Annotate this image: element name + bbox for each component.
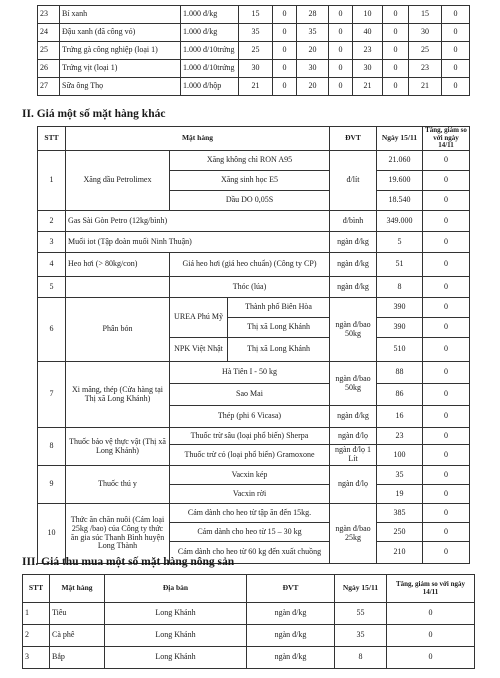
unit: ngàn đ/kg: [330, 253, 377, 277]
unit: ngàn đ/bao 50kg: [330, 298, 377, 362]
header-item: Mặt hàng: [66, 127, 330, 151]
cell-v2: 0: [273, 6, 297, 24]
cell-stt: 26: [38, 60, 60, 78]
price: 86: [377, 384, 423, 406]
sub-item: Thuốc trừ sâu (loại phổ biến) Sherpa: [170, 428, 330, 445]
price: 18.540: [377, 191, 423, 211]
cell-name: Đậu xanh (đã công vỏ): [60, 24, 181, 42]
table-row: [38, 298, 470, 318]
sub-item: Vacxin kép: [170, 466, 330, 485]
sub-item: Thành phố Biên Hòa: [228, 298, 330, 318]
item-name: Thuốc thú y: [66, 466, 170, 504]
item-name: Muối iot (Tập đoàn muối Ninh Thuận): [66, 232, 330, 253]
cell-name: Trứng vịt (loại 1): [60, 60, 181, 78]
change: 0: [423, 277, 470, 298]
stt: 9: [38, 466, 66, 504]
table-row: [23, 603, 475, 625]
item-name: Thức ăn chăn nuôi (Cám loại 25kg /bao) của Công ty thức ăn gia súc Thanh Bình huyện Long Thành: [66, 504, 170, 564]
cell-v6: 0: [383, 42, 409, 60]
price: 100: [377, 445, 423, 466]
header-item: Mặt hàng: [50, 575, 105, 603]
price: 385: [377, 504, 423, 523]
top-table: [37, 5, 470, 96]
stt: 3: [38, 232, 66, 253]
sub-item: Hà Tiên I - 50 kg: [170, 362, 330, 384]
cell-unit: 1.000 đ/kg: [181, 6, 239, 24]
cell-v3: 35: [297, 24, 329, 42]
table-row: [38, 232, 470, 253]
table-row: [38, 504, 470, 523]
cell-v8: 0: [442, 42, 470, 60]
price: 19: [377, 485, 423, 504]
table-row: [38, 151, 470, 171]
change: 0: [423, 485, 470, 504]
cell-v2: 0: [273, 24, 297, 42]
sub-item: Cám dành cho heo từ 60 kg đến xuất chuồng: [170, 542, 330, 564]
price: 349.000: [377, 211, 423, 232]
cell-name: Bí xanh: [60, 6, 181, 24]
cell-v4: 0: [329, 6, 353, 24]
table-row: [23, 625, 475, 647]
cell-v2: 0: [273, 78, 297, 96]
cell-v1: 25: [239, 42, 273, 60]
stt: 10: [38, 504, 66, 564]
cell-chg: 0: [387, 603, 475, 625]
cell-v5: 23: [353, 42, 383, 60]
cell-v5: 40: [353, 24, 383, 42]
cell-v7: 25: [409, 42, 442, 60]
sub-item: Thép (phi 6 Vicasa): [170, 406, 330, 428]
item-name: Phân bón: [66, 298, 170, 362]
unit: ngàn đ/kg: [330, 277, 377, 298]
cell-unit: 1.000 đ/10trứng: [181, 42, 239, 60]
item-name: [66, 277, 170, 298]
unit: ngàn đ/lọ: [330, 466, 377, 504]
table-row: [38, 6, 470, 24]
cell-stt: 3: [23, 647, 50, 669]
change: 0: [423, 466, 470, 485]
cell-v5: 10: [353, 6, 383, 24]
cell-price: 8: [335, 647, 387, 669]
header-day: Ngày 15/11: [335, 575, 387, 603]
price: 390: [377, 298, 423, 318]
cell-v5: 21: [353, 78, 383, 96]
price: 210: [377, 542, 423, 564]
table-row: [38, 277, 470, 298]
stt: 4: [38, 253, 66, 277]
sub-item: Cám dành cho heo từ tập ăn đến 15kg.: [170, 504, 330, 523]
sub-item: Thuốc trừ cỏ (loại phổ biến) Gramoxone: [170, 445, 330, 466]
change: 0: [423, 338, 470, 362]
change: 0: [423, 211, 470, 232]
cell-v6: 0: [383, 78, 409, 96]
cell-place: Long Khánh: [105, 603, 247, 625]
cell-stt: 25: [38, 42, 60, 60]
cell-stt: 23: [38, 6, 60, 24]
cell-name: Bắp: [50, 647, 105, 669]
cell-unit: 1.000 đ/kg: [181, 24, 239, 42]
cell-stt: 24: [38, 24, 60, 42]
table-row: [38, 24, 470, 42]
cell-v1: 30: [239, 60, 273, 78]
change: 0: [423, 542, 470, 564]
header-unit: ĐVT: [330, 127, 377, 151]
cell-v6: 0: [383, 24, 409, 42]
unit: ngàn đ/lọ: [330, 428, 377, 445]
price: 35: [377, 466, 423, 485]
item-name: Xi măng, thép (Cửa hàng tại Thị xã Long Khánh): [66, 362, 170, 428]
stt: 8: [38, 428, 66, 466]
cell-unit: ngàn đ/kg: [247, 647, 335, 669]
cell-v5: 30: [353, 60, 383, 78]
section-2-title: II. Giá một số mặt hàng khác: [22, 108, 166, 120]
unit: ngàn đ/bao 50kg: [330, 362, 377, 406]
item-name: Thuốc bảo vệ thực vật (Thị xã Long Khánh): [66, 428, 170, 466]
cell-v7: 21: [409, 78, 442, 96]
table-row: [38, 211, 470, 232]
stt: 2: [38, 211, 66, 232]
price: 16: [377, 406, 423, 428]
stt: 5: [38, 277, 66, 298]
unit: ngàn đ/kg: [330, 406, 377, 428]
cell-place: Long Khánh: [105, 625, 247, 647]
unit: đ/lít: [330, 151, 377, 211]
cell-v1: 35: [239, 24, 273, 42]
header-stt: STT: [23, 575, 50, 603]
change: 0: [423, 318, 470, 338]
cell-stt: 27: [38, 78, 60, 96]
header-row: [23, 575, 475, 603]
price: 21.060: [377, 151, 423, 171]
cell-v6: 0: [383, 60, 409, 78]
unit: ngàn đ/bao 25kg: [330, 504, 377, 564]
cell-v4: 0: [329, 60, 353, 78]
section-3-table: [22, 574, 475, 669]
table-row: [23, 647, 475, 669]
cell-v6: 0: [383, 6, 409, 24]
price: 23: [377, 428, 423, 445]
price: 390: [377, 318, 423, 338]
cell-name: Tiêu: [50, 603, 105, 625]
cell-v3: 20: [297, 78, 329, 96]
sub-item: Giá heo hơi (giá heo chuẩn) (Công ty CP): [170, 253, 330, 277]
table-row: [38, 466, 470, 485]
sub-item: Cám dành cho heo từ 15 – 30 kg: [170, 523, 330, 542]
cell-v3: 30: [297, 60, 329, 78]
table-row: [38, 42, 470, 60]
sub-item: Thị xã Long Khánh: [228, 318, 330, 338]
change: 0: [423, 362, 470, 384]
change: 0: [423, 151, 470, 171]
cell-v4: 0: [329, 24, 353, 42]
header-day: Ngày 15/11: [377, 127, 423, 151]
table-row: [38, 362, 470, 384]
cell-v7: 30: [409, 24, 442, 42]
cell-chg: 0: [387, 647, 475, 669]
cell-stt: 1: [23, 603, 50, 625]
cell-unit: 1.000 đ/10trứng: [181, 60, 239, 78]
cell-name: Trứng gà công nghiệp (loại 1): [60, 42, 181, 60]
change: 0: [423, 384, 470, 406]
cell-v4: 0: [329, 78, 353, 96]
stt: 1: [38, 151, 66, 211]
price: 51: [377, 253, 423, 277]
item-name: Xăng dầu Petrolimex: [66, 151, 170, 211]
cell-price: 35: [335, 625, 387, 647]
price: 250: [377, 523, 423, 542]
cell-v7: 23: [409, 60, 442, 78]
cell-v8: 0: [442, 60, 470, 78]
change: 0: [423, 406, 470, 428]
header-change: Tăng, giảm so với ngày 14/11: [387, 575, 475, 603]
sub-group: NPK Việt Nhật: [170, 338, 228, 362]
cell-name: Cà phê: [50, 625, 105, 647]
cell-v4: 0: [329, 42, 353, 60]
cell-v8: 0: [442, 78, 470, 96]
unit: ngàn đ/kg: [330, 232, 377, 253]
price: 5: [377, 232, 423, 253]
sub-group: UREA Phú Mỹ: [170, 298, 228, 338]
change: 0: [423, 232, 470, 253]
price: 8: [377, 277, 423, 298]
change: 0: [423, 253, 470, 277]
cell-unit: 1.000 đ/hộp: [181, 78, 239, 96]
unit: đ/bình: [330, 211, 377, 232]
cell-price: 55: [335, 603, 387, 625]
table-row: [38, 60, 470, 78]
sub-item: Thóc (lúa): [170, 277, 330, 298]
header-change: Tăng, giảm so với ngày 14/11: [423, 127, 470, 151]
item-name: Heo hơi (> 80kg/con): [66, 253, 170, 277]
header-row: [38, 127, 470, 151]
table-row: [38, 253, 470, 277]
sub-item: Vacxin rời: [170, 485, 330, 504]
cell-v8: 0: [442, 24, 470, 42]
section-2-table: [37, 126, 470, 564]
section-3-title: III. Giá thu mua một số mặt hàng nông sản: [22, 556, 235, 568]
change: 0: [423, 523, 470, 542]
change: 0: [423, 171, 470, 191]
cell-unit: ngàn đ/kg: [247, 603, 335, 625]
cell-name: Sữa ông Thọ: [60, 78, 181, 96]
cell-unit: ngàn đ/kg: [247, 625, 335, 647]
change: 0: [423, 445, 470, 466]
cell-chg: 0: [387, 625, 475, 647]
cell-v3: 28: [297, 6, 329, 24]
cell-v2: 0: [273, 42, 297, 60]
price: 510: [377, 338, 423, 362]
cell-v2: 0: [273, 60, 297, 78]
sub-item: Sao Mai: [170, 384, 330, 406]
cell-v8: 0: [442, 6, 470, 24]
change: 0: [423, 428, 470, 445]
cell-place: Long Khánh: [105, 647, 247, 669]
unit: ngàn đ/lọ 1 Lít: [330, 445, 377, 466]
sub-item: Xăng không chì RON A95: [170, 151, 330, 171]
change: 0: [423, 504, 470, 523]
header-stt: STT: [38, 127, 66, 151]
header-place: Địa bàn: [105, 575, 247, 603]
cell-stt: 2: [23, 625, 50, 647]
change: 0: [423, 298, 470, 318]
stt: 7: [38, 362, 66, 428]
cell-v1: 15: [239, 6, 273, 24]
price: 19.600: [377, 171, 423, 191]
sub-item: Thị xã Long Khánh: [228, 338, 330, 362]
header-unit: ĐVT: [247, 575, 335, 603]
price: 88: [377, 362, 423, 384]
table-row: [38, 78, 470, 96]
cell-v7: 15: [409, 6, 442, 24]
item-name: Gas Sài Gòn Petro (12kg/bình): [66, 211, 330, 232]
table-row: [38, 428, 470, 445]
change: 0: [423, 191, 470, 211]
cell-v1: 21: [239, 78, 273, 96]
stt: 6: [38, 298, 66, 362]
cell-v3: 20: [297, 42, 329, 60]
sub-item: Xăng sinh học E5: [170, 171, 330, 191]
sub-item: Dầu DO 0,05S: [170, 191, 330, 211]
